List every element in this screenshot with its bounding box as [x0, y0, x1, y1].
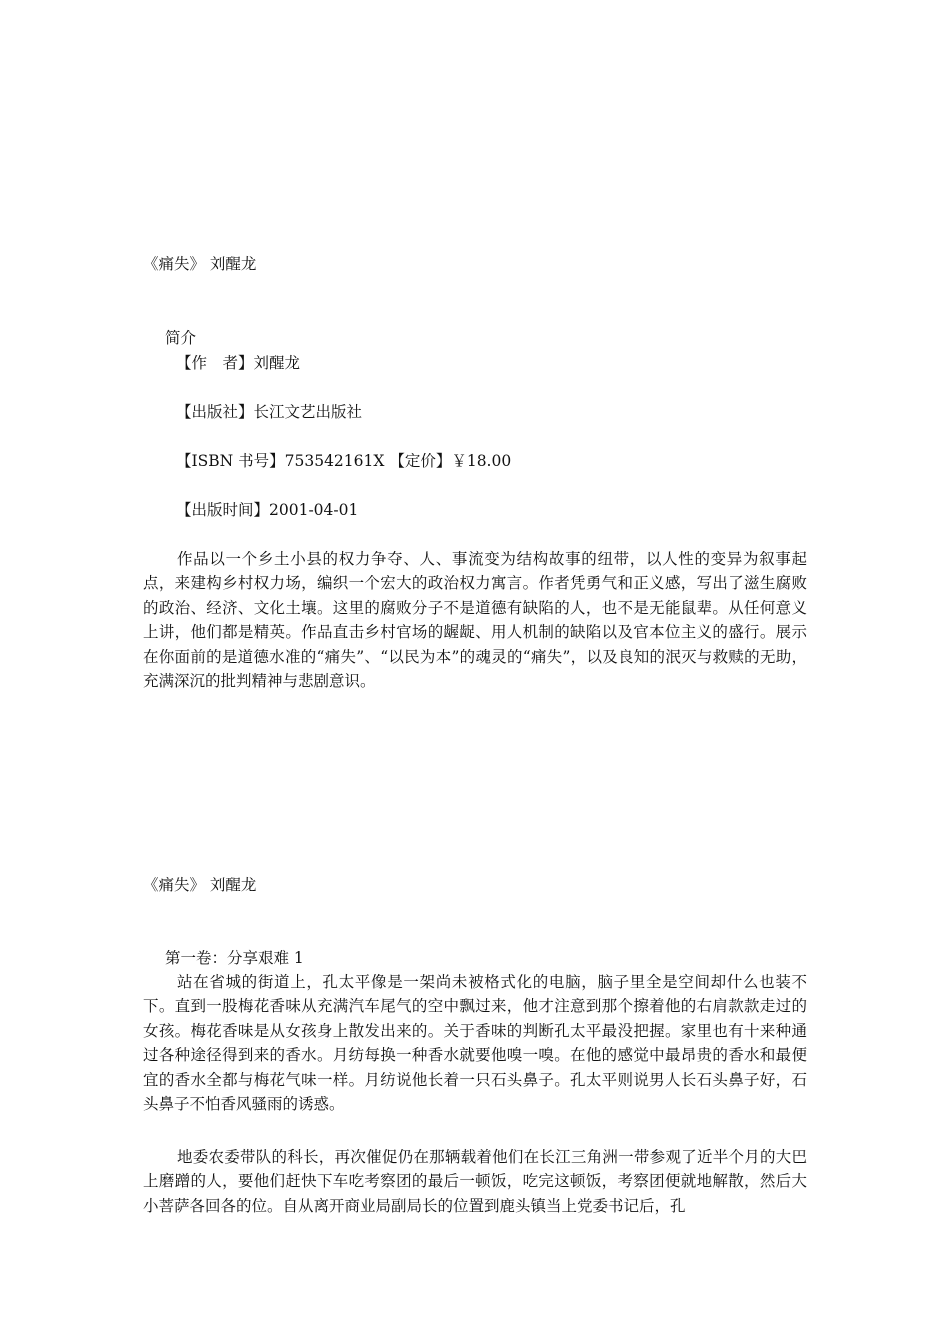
pub-date-line: 【出版时间】2001-04-01 [176, 501, 359, 519]
chapter-paragraph-1: 站在省城的街道上，孔太平像是一架尚未被格式化的电脑，脑子里全是空间却什么也装不下。直到一股梅花香味从充满汽车尾气的空中飘过来，他才注意到那个擦着他的右肩款款走过的女孩。梅花香味是从女孩身上散发出来的。关于香味的判断孔太平最没把握。家里也有十来种通过各种途径得到来的香水。月纺每换一种香水就要他嗅一嗅。在他的感觉中最昂贵的香水和最便宜的香水全都与梅花气味一样。月纺说他长着一只石头鼻子。孔太平则说男人长石头鼻子好，石头鼻子不怕香风骚雨的诱惑。 [143, 973, 807, 1114]
author-line: 【作 者】刘醒龙 [176, 354, 301, 372]
book-heading-2: 《痛失》 刘醒龙 [143, 876, 257, 894]
chapter-title: 第一卷：分享艰难 1 [165, 949, 304, 967]
book-heading-1: 《痛失》 刘醒龙 [143, 255, 257, 273]
intro-label: 简介 [165, 329, 197, 347]
publisher-line: 【出版社】长江文艺出版社 [176, 403, 363, 421]
chapter-paragraph-2: 地委农委带队的科长，再次催促仍在那辆载着他们在长江三角洲一带参观了近半个月的大巴上磨蹭的人，要他们赶快下车吃考察团的最后一顿饭，吃完这顿饭，考察团便就地解散，然后大小菩萨各回各的位。自从离开商业局副局长的位置到鹿头镇当上党委书记后，孔 [143, 1148, 807, 1215]
isbn-price-line: 【ISBN 书号】753542161X 【定价】￥18.00 [176, 452, 512, 470]
synopsis-paragraph: 作品以一个乡土小县的权力争夺、人、事流变为结构故事的纽带，以人性的变异为叙事起点，来建构乡村权力场，编织一个宏大的政治权力寓言。作者凭勇气和正义感，写出了滋生腐败的政治、经济、文化土壤。这里的腐败分子不是道德有缺陷的人，也不是无能鼠辈。从任何意义上讲，他们都是精英。作品直击乡村官场的龌龊、用人机制的缺陷以及官本位主义的盛行。展示在你面前的是道德水准的“痛失”、“以民为本”的魂灵的“痛失”，以及良知的泯灭与救赎的无助，充满深沉的批判精神与悲剧意识。 [143, 550, 807, 691]
